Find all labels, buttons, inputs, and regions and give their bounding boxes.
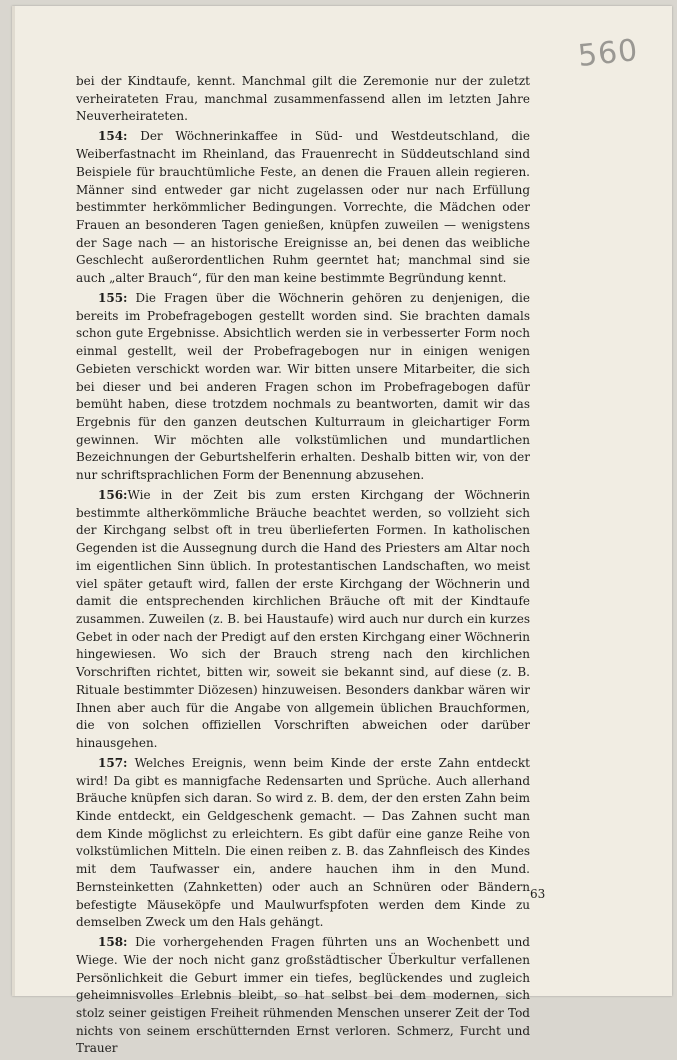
- paragraph-continuation: [76, 73, 530, 126]
- paragraph-text: Die vorhergehenden Fragen führten uns an Wochenbett und Wiege. Wie der noch nicht ganz großstädtischer Überkultur verfallenen Persönlichkeit die Geburt immer ein tiefes, beglückendes und zugleich geheimnisvolles Erlebnis bleibt, so hat selbst bei dem modernen, sich stolz seiner geistigen Freiheit rühmenden Menschen unserer Zeit der Tod nichts von seinem erschütternden Ernst verloren. Schmerz, Furcht und Trauer: [76, 935, 530, 1056]
- handwritten-folio-number: 560: [576, 32, 640, 75]
- body-text: [76, 73, 530, 1060]
- paragraph-156: [76, 487, 530, 753]
- paragraph-154: [76, 128, 530, 287]
- page-edge: [12, 6, 15, 996]
- paragraph-number: 157:: [98, 755, 128, 770]
- paragraph-number: 158:: [98, 935, 128, 950]
- paragraph-text: Welches Ereignis, wenn beim Kinde der erste Zahn entdeckt wird! Da gibt es mannigfache Redensarten und Sprüche. Auch allerhand Bräuche knüpfen sich daran. So wird z. B. dem, der den ersten Zahn beim Kinde entdeckt, ein Geldgeschenk gemacht. — Das Zahnen sucht man dem Kinde möglichst zu erleichtern. Es gibt dafür eine ganze Reihe von volkstümlichen Mitteln. Die einen reiben z. B. das Zahnfleisch des Kindes mit dem Taufwasser ein, andere hauchen ihm in den Mund. Bernsteinketten (Zahnketten) oder auch an Schnüren oder Bändern befestigte Mäuseköpfe und Maulwurfspfoten werden dem Kinde zu demselben Zweck um den Hals gehängt.: [76, 755, 530, 930]
- paragraph-text: Der Wöchnerinkaffee in Süd- und Westdeutschland, die Weiberfastnacht im Rheinland, das Frauenrecht in Süddeutschland sind Beispiele für brauchtümliche Feste, an denen die Frauen allein regieren. Männer sind entweder gar nicht zugelassen oder nur nach Erfüllung bestimmter herkömmlicher Bedingungen. Vorrechte, die Mädchen oder Frauen an besonderen Tagen genießen, knüpfen zuweilen — wenigstens der Sage nach — an historische Ereignisse an, bei denen das weibliche Geschlecht außerordentlichen Ruhm geerntet hat; manchmal sind sie auch „alter Brauch“, für den man keine bestimmte Begründung kennt.: [76, 129, 530, 286]
- paragraph-text: Die Fragen über die Wöchnerin gehören zu denjenigen, die bereits im Probefragebogen gestellt worden sind. Sie brachten damals schon gute Ergebnisse. Absichtlich werden sie in verbesserter Form noch einmal gestellt, weil der Probefragebogen nur in einigen wenigen Gebieten verschickt worden war. Wir bitten unsere Mitarbeiter, die sich bei dieser und bei anderen Fragen schon im Probefragebogen dafür bemüht haben, diese trotzdem nochmals zu beantworten, damit wir das Ergebnis für den ganzen deutschen Kulturraum in gleichartiger Form gewinnen. Wir möchten alle volkstümlichen und mundartlichen Bezeichnungen der Geburtshelferin erhalten. Deshalb bitten wir, von der nur schriftsprachlichen Form der Benennung abzusehen.: [76, 291, 530, 483]
- paragraph-158: [76, 934, 530, 1058]
- paragraph-text: Wie in der Zeit bis zum ersten Kirchgang der Wöchnerin bestimmte altherkömmliche Bräuche beachtet werden, so vollzieht sich der Kirchgang selbst oft in treu überlieferten Formen. In katholischen Gegenden ist die Aussegnung durch die Hand des Priesters am Altar noch im eigentlichen Sinn üblich. In protestantischen Landschaften, wo meist viel später getauft wird, fallen der erste Kirchgang der Wöchnerin und damit die entsprechenden kirchlichen Bräuche oft mit der Kindtaufe zusammen. Zuweilen (z. B. bei Haustaufe) wird auch nur durch ein kurzes Gebet in oder nach der Predigt auf den ersten Kirchgang einer Wöchnerin hingewiesen. Wo sich der Brauch streng nach den kirchlichen Vorschriften richtet, bitten wir, soweit sie bekannt sind, auf diese (z. B. Rituale bestimmter Diözesen) hinzuweisen. Besonders dankbar wären wir Ihnen aber auch für die Angabe von allgemein üblichen Brauchformen, die von solchen offiziellen Vorschriften abweichen oder darüber hinausgehen.: [76, 488, 530, 750]
- paragraph-155: [76, 290, 530, 485]
- paragraph-number: 156:: [98, 488, 128, 503]
- paragraph-text: bei der Kindtaufe, kennt. Manchmal gilt die Zeremonie nur der zuletzt verheirateten Frau, manchmal zusammenfassend allen im letzten Jahre Neuverheirateten.: [76, 74, 530, 124]
- paragraph-157: [76, 755, 530, 932]
- paragraph-number: 154:: [98, 129, 128, 144]
- paragraph-number: 155:: [98, 291, 128, 306]
- page-number: 63: [530, 887, 546, 901]
